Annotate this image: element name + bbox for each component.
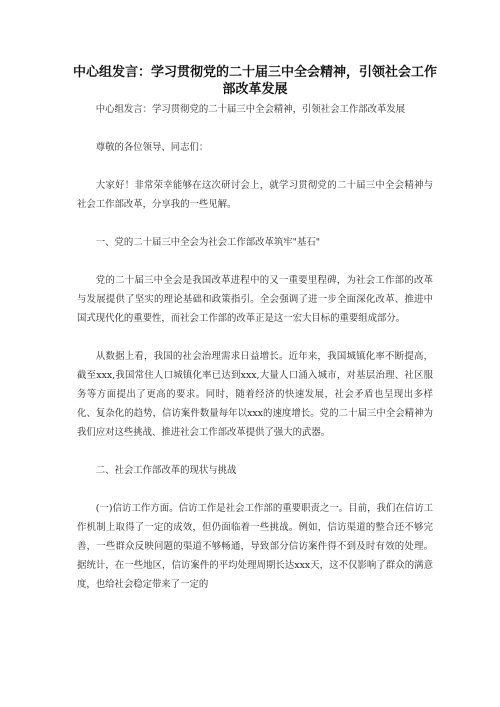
paragraph-section-1-intro: 党的二十届三中全会是我国改革进程中的又一重要里程碑，为社会工作部的改革与发展提供了坚实的理论基础和政策指引。全会强调了进一步全面深化改革、推进中国式现代化的重要性，而社会工作部的改革正是这一宏大目标的重要组成部分。 (77, 275, 433, 324)
paragraph-salutation: 尊敬的各位领导、同志们： (95, 142, 209, 153)
section-heading-2: 二、社会工作部改革的现状与挑战 (95, 465, 237, 476)
paragraph-subtitle: 中心组发言：学习贯彻党的二十届三中全会精神，引领社会工作部改革发展 (95, 104, 406, 115)
section-heading-1: 一、党的二十届三中全会为社会工作部改革筑牢"基石" (95, 237, 321, 248)
document-body (77, 100, 433, 613)
paragraph-section-1-data: 从数据上看，我国的社会治理需求日益增长。近年来，我国城镇化率不断提高，截至xxx,我国常住人口城镇化率已达到xxx,大量人口涌入城市，对基层治理、社区服务等方面提出了更高的要求。同时，随着经济的快速发展，社会矛盾也呈现出多样化、复杂化的趋势，信访案件数量每年以xxx的速度增长。党的二十届三中全会精神为我们应对这些挑战、推进社会工作部改革提供了强大的武器。 (77, 351, 433, 438)
paragraph-petition-work: (一)信访工作方面。信访工作是社会工作部的重要职责之一。目前，我们在信访工作机制上取得了一定的成效，但仍面临着一些挑战。例如，信访渠道的整合还不够完善，一些群众反映问题的渠道不够畅通，导致部分信访案件得不到及时有效的处理。据统计，在一些地区，信访案件的平均处理周期长达xxx天，这不仅影响了群众的满意度，也给社会稳定带来了一定的 (77, 503, 433, 590)
document-title: 中心组发言：学习贯彻党的二十届三中全会精神，引领社会工作部改革发展 (72, 65, 437, 97)
paragraph-opening: 大家好！非常荣幸能够在这次研讨会上，就学习贯彻党的二十届三中全会精神与社会工作部改革，分享我的一些见解。 (77, 180, 433, 210)
